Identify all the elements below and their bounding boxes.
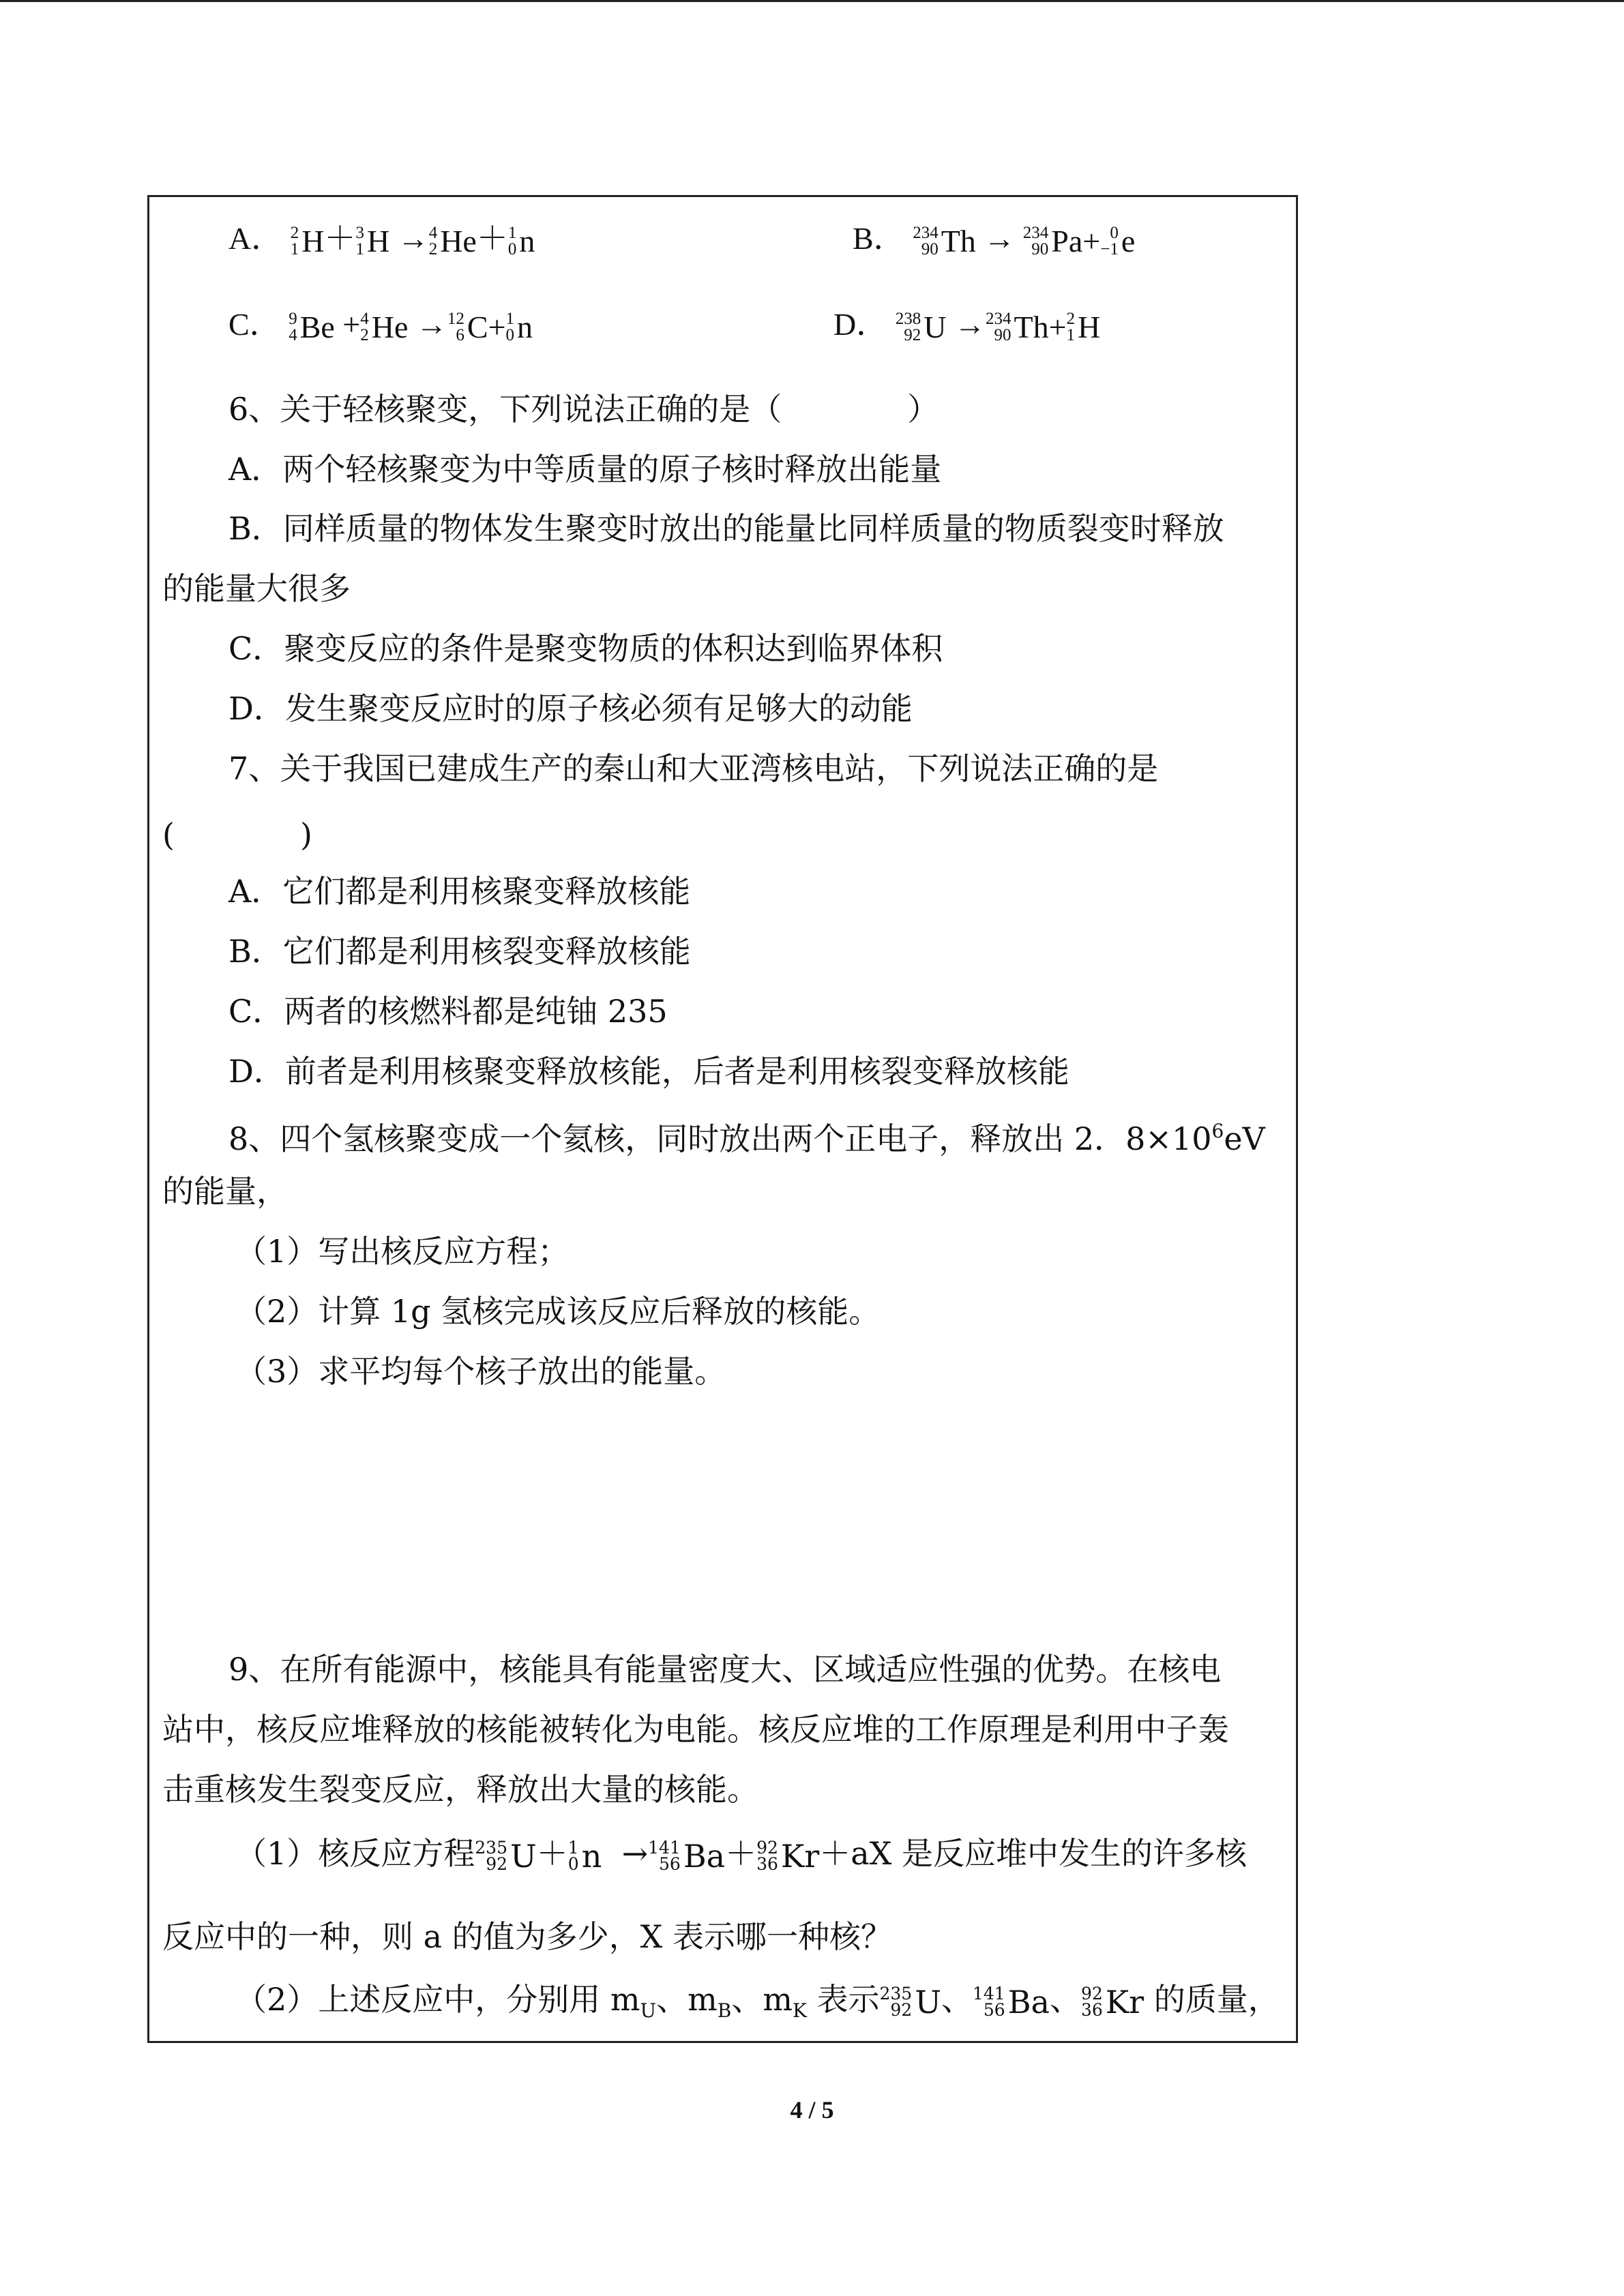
q8-part-2: （2）计算 1g 氢核完成该反应后释放的核能。 <box>235 1293 881 1330</box>
reaction-arrow: → <box>397 221 429 256</box>
reaction-arrow: → <box>984 221 1016 256</box>
nuclide-ba141: 141 56 Ba <box>973 1984 1050 2021</box>
q9-part-2: （2）上述反应中，分别用 $m_U$、$m_B$、$m_K$ 表示 235 92 U 、 141 56 Ba 、 92 36 Kr 的质量， <box>235 1981 1280 2022</box>
option-label: A． <box>228 221 283 256</box>
nuclide-he4: 4 2 He <box>428 224 477 259</box>
q5-option-d <box>833 304 1100 348</box>
q9-part-1: （1）核反应方程 235 92 U ＋ 1 0 n → 141 56 Ba ＋ 92 36 Kr ＋aX 是反应堆中发生的许多核 <box>235 1833 1247 1877</box>
q9-stem-line-2: 站中，核反应堆释放的核能被转化为电能。核反应堆的工作原理是利用中子轰 <box>162 1711 1229 1748</box>
page-top-border <box>0 0 1624 2</box>
nuclide-ba141: 141 56 Ba <box>648 1838 726 1875</box>
q9-stem-line-1: 9、在所有能源中，核能具有能量密度大、区域适应性强的优势。在核电 <box>228 1651 1222 1688</box>
option-label: B． <box>853 221 905 256</box>
q5-option-c: C． 9 4 Be + 4 2 He → 12 6 C+ 1 0 n <box>228 304 533 348</box>
nuclide-pa234: 234 90 Pa+ <box>1022 224 1101 259</box>
option-label: D． <box>833 307 888 342</box>
q9-stem-line-3: 击重核发生裂变反应，释放出大量的核能。 <box>162 1771 758 1808</box>
nuclide-neutron: 1 0 n <box>507 224 535 259</box>
q7-option-a: A．它们都是利用核聚变释放核能 <box>228 873 691 910</box>
nuclide-u238: 238 92 U <box>895 310 947 345</box>
q8-stem-continued: 的能量， <box>162 1173 288 1210</box>
q7-option-b: B．它们都是利用核裂变释放核能 <box>228 933 691 970</box>
nuclide-be9: 9 4 Be <box>289 310 335 345</box>
nuclide-h2: 2 1 H <box>1066 310 1101 345</box>
q7-option-d: D．前者是利用核聚变释放核能，后者是利用核裂变释放核能 <box>228 1053 1069 1090</box>
nuclide-th234: 234 90 Th <box>913 224 976 259</box>
nuclide-h3: 3 1 H <box>355 224 390 259</box>
option-label: C． <box>228 307 281 342</box>
nuclide-h2: 2 1 H <box>290 224 325 259</box>
q8-stem: 8、四个氢核聚变成一个氦核，同时放出两个正电子，释放出 2．$8\times 10^6eV$ <box>228 1120 1265 1157</box>
q6-stem: 6、关于轻核聚变，下列说法正确的是（ ） <box>228 391 939 428</box>
nuclide-kr92: 92 36 Kr <box>1080 1984 1145 2021</box>
nuclide-electron: 0 −1 e <box>1100 224 1136 259</box>
nuclide-he4: 4 2 He <box>360 310 409 345</box>
q8-part-3: （3）求平均每个核子放出的能量。 <box>235 1353 726 1390</box>
q6-option-b: B．同样质量的物体发生聚变时放出的能量比同样质量的物质裂变时释放 <box>228 510 1224 547</box>
page-number: 4 / 5 <box>790 2096 834 2123</box>
q5-option-b <box>853 218 1135 262</box>
nuclide-u235: 235 92 U <box>879 1984 941 2021</box>
nuclide-neutron: 1 0 n <box>567 1838 602 1875</box>
q6-option-b-continued: 的能量大很多 <box>162 570 351 607</box>
q8-part-1: （1）写出核反应方程； <box>235 1233 570 1270</box>
nuclide-th234: 234 90 Th+ <box>985 310 1067 345</box>
nuclide-neutron: 1 0 n <box>505 310 533 345</box>
reaction-arrow: → <box>415 307 447 342</box>
q7-answer-paren: ( ) <box>162 816 312 853</box>
exponent: 6 <box>1211 1120 1224 1142</box>
reaction-arrow: → <box>621 1835 649 1872</box>
q6-option-d: D．发生聚变反应时的原子核必须有足够大的动能 <box>228 690 913 727</box>
q7-stem: 7、关于我国已建成生产的秦山和大亚湾核电站，下列说法正确的是 <box>228 750 1159 787</box>
q9-part-1-continued: 反应中的一种，则 a 的值为多少，X 表示哪一种核？ <box>162 1918 893 1955</box>
q6-option-c: C．聚变反应的条件是聚变物质的体积达到临界体积 <box>228 630 943 667</box>
q5-option-a: A． 2 1 H ＋ 3 1 H → 4 2 He ＋ 1 0 n <box>228 218 535 262</box>
nuclide-kr92: 92 36 Kr <box>756 1838 820 1875</box>
q7-option-c: C．两者的核燃料都是纯铀 235 <box>228 993 668 1030</box>
q6-option-a: A．两个轻核聚变为中等质量的原子核时释放出能量 <box>228 451 942 488</box>
reaction-arrow: → <box>954 307 986 342</box>
nuclide-c12: 12 6 C+ <box>447 310 506 345</box>
nuclide-u235: 235 92 U <box>475 1838 537 1875</box>
